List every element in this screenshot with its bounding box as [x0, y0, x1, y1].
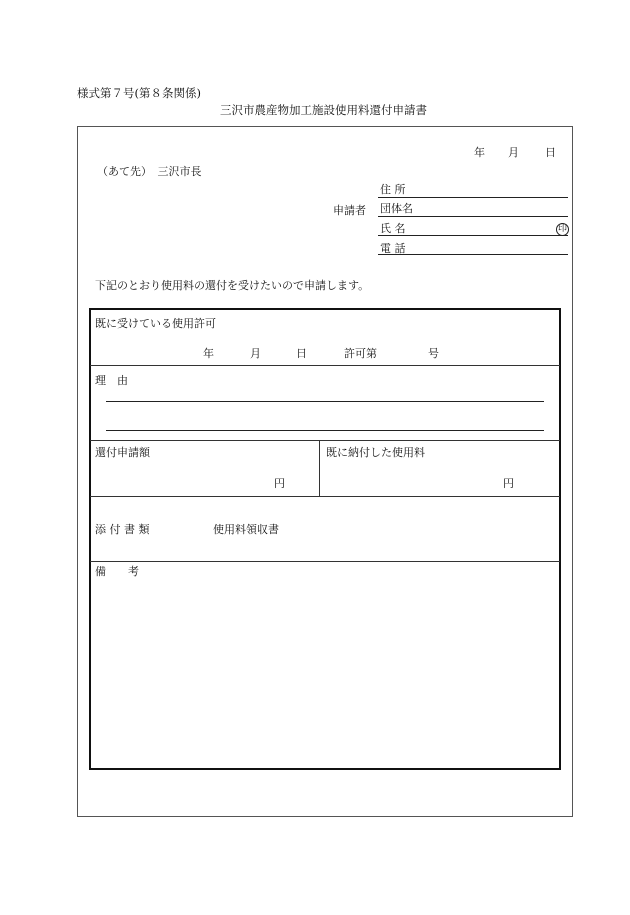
reason-line-1[interactable] [106, 401, 544, 402]
row-divider [90, 496, 560, 497]
permit-month: 月 [250, 347, 261, 360]
name-field-line[interactable] [378, 235, 568, 236]
form-number: 様式第７号(第８条関係) [77, 86, 201, 100]
applicant-label: 申請者 [333, 204, 366, 217]
attachments-label: 添 付 書 類 [95, 523, 150, 536]
address-field-line[interactable] [378, 197, 568, 198]
permit-day: 日 [296, 347, 307, 360]
row-divider [90, 561, 560, 562]
form-title: 三沢市農産物加工施設使用料還付申請書 [220, 103, 427, 117]
group-name-field-line[interactable] [378, 216, 568, 217]
reason-line-2[interactable] [106, 430, 544, 431]
permit-number-label: 許可第 [344, 347, 377, 360]
permit-year: 年 [203, 347, 214, 360]
refund-amount-label: 還付申請額 [95, 446, 150, 459]
seal-mark [556, 222, 569, 236]
remarks-label: 備 考 [95, 565, 139, 578]
reason-label: 理 由 [95, 374, 128, 387]
paid-fee-label: 既に納付した使用料 [326, 446, 425, 459]
address-label: 住 所 [380, 183, 406, 196]
date-month: 月 [508, 146, 519, 159]
permit-number-suffix: 号 [428, 347, 439, 360]
column-divider [319, 441, 320, 496]
group-name-label: 団体名 [380, 202, 413, 215]
paid-fee-unit: 円 [503, 477, 514, 490]
seal-text: 印 [557, 224, 567, 234]
statement: 下記のとおり使用料の還付を受けたいので申請します。 [95, 279, 370, 292]
refund-amount-unit: 円 [274, 477, 285, 490]
name-label: 氏 名 [380, 222, 406, 235]
date-year: 年 [474, 146, 485, 159]
addressee: （あて先） 三沢市長 [97, 165, 202, 178]
date-day: 日 [545, 146, 556, 159]
permit-heading: 既に受けている使用許可 [95, 317, 216, 330]
row-divider [90, 440, 560, 441]
attachments-value: 使用料領収書 [213, 523, 279, 536]
phone-field-line[interactable] [378, 254, 568, 255]
phone-label: 電 話 [380, 242, 406, 255]
details-table [89, 308, 561, 770]
row-divider [90, 365, 560, 366]
